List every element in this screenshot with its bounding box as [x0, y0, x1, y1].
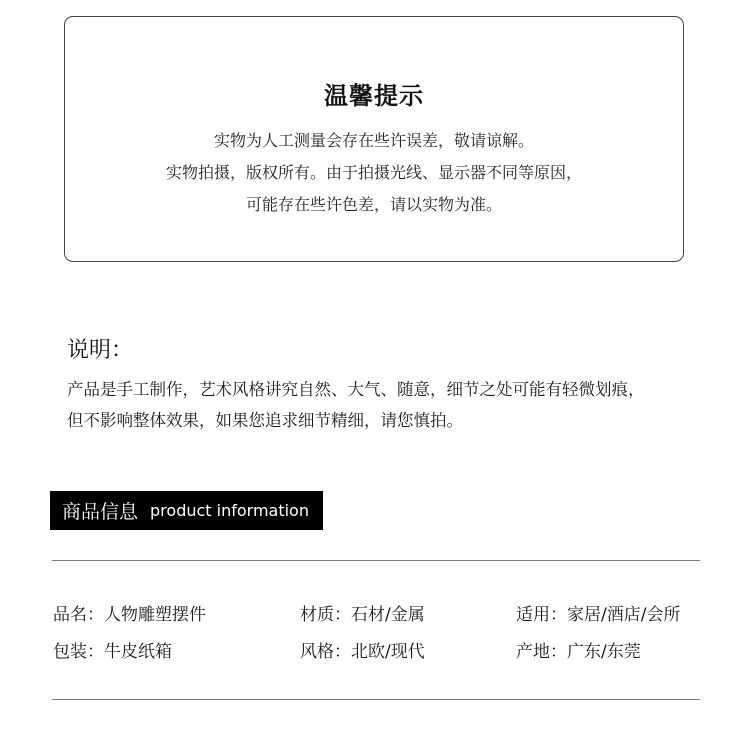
divider-bottom	[52, 699, 700, 700]
product-origin: 产地：广东/东莞	[516, 642, 641, 662]
notice-line: 可能存在些许色差，请以实物为准。	[245, 195, 502, 214]
product-usage: 适用：家居/酒店/会所	[516, 605, 681, 625]
product-material: 材质：石材/金属	[300, 605, 425, 625]
notice-line: 实物为人工测量会存在些许误差，敬请谅解。	[213, 131, 534, 150]
product-style: 风格：北欧/现代	[300, 642, 425, 662]
product-info-title-cn: 商品信息	[62, 501, 139, 523]
description-heading: 说明：	[67, 338, 134, 363]
product-name: 品名：人物雕塑摆件	[53, 605, 206, 625]
product-packaging: 包装：牛皮纸箱	[53, 642, 172, 662]
product-info-title-en: product information	[150, 501, 309, 520]
description-line: 但不影响整体效果，如果您追求细节精细，请您慎拍。	[67, 411, 463, 430]
notice-line: 实物拍摄，版权所有。由于拍摄光线、显示器不同等原因，	[165, 163, 582, 182]
notice-title: 温馨提示	[324, 82, 424, 110]
description-line: 产品是手工制作，艺术风格讲究自然、大气、随意，细节之处可能有轻微划痕，	[67, 380, 645, 399]
